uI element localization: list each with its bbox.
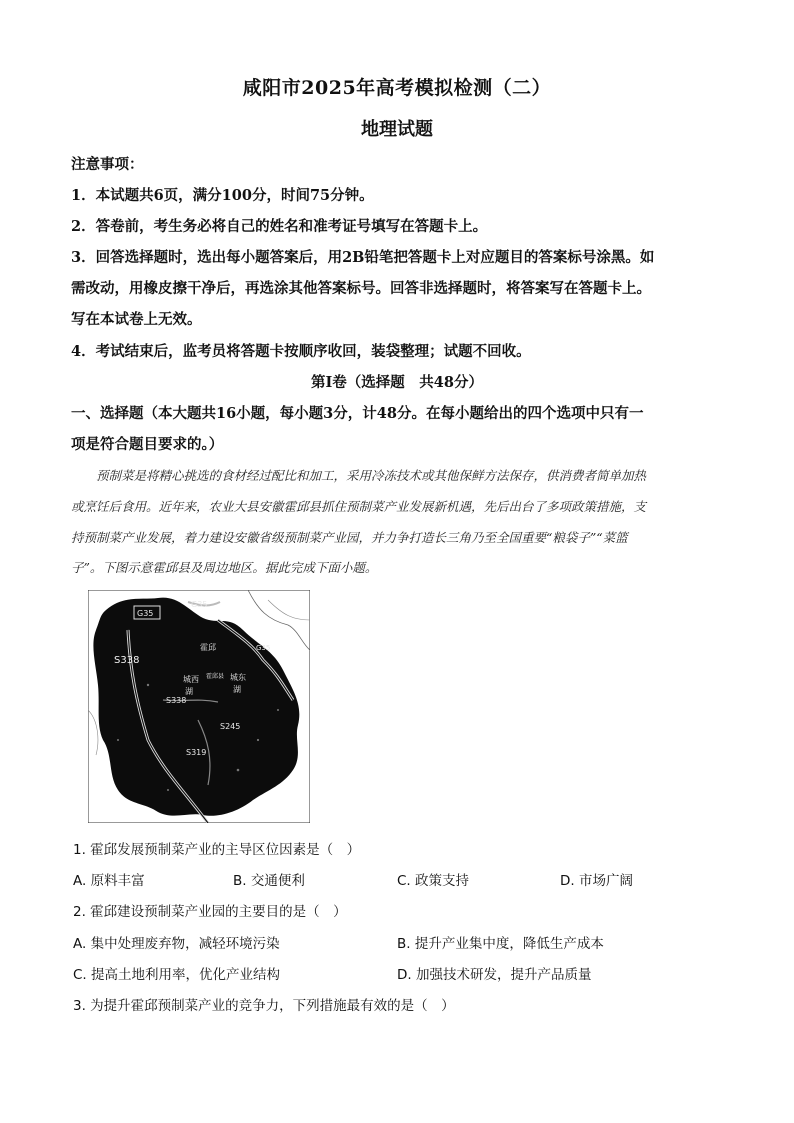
notice-item: 需改动，用橡皮擦干净后，再选涂其他答案标号。回答非选择题时，将答案写在答题卡上。 [71,280,651,297]
question-stem: 3. 为提升霍邱预制菜产业的竞争力，下列措施最有效的是（ ） [73,998,455,1014]
part-heading: 第Ⅰ卷（选择题 共48分） [311,374,483,391]
passage-line: 持预制菜产业发展，着力建设安徽省级预制菜产业园，并力争打造长三角乃至全国重要“粮袋子”“菜篮 [71,530,628,545]
map-label: 城东 [230,673,246,682]
notice-heading: 注意事项： [71,156,144,173]
option-c: C. 提高土地利用率，优化产业结构 [73,967,281,983]
map-label: 霍邱 [200,643,216,652]
map-label: S245 [220,722,241,731]
map-label: 湖 [185,687,193,696]
notice-item: 写在本试卷上无效。 [71,311,202,328]
page-subtitle: 地理试题 [361,119,433,140]
map-label: G35 [137,609,154,618]
section-instruction: 一、选择题（本大题共16小题，每小题3分，计48分。在每小题给出的四个选项中只有一 [71,405,644,422]
option-d: D. 加强技术研发，提升产品质量 [397,967,592,983]
option-a: A. 原料丰富 [73,873,145,889]
map-label: 城西 [183,675,199,684]
notice-item: 2．答卷前，考生务必将自己的姓名和准考证号填写在答题卡上。 [71,218,488,235]
notice-item: 3．回答选择题时，选出每小题答案后，用2B铅笔把答题卡上对应题目的答案标号涂黑。如 [71,249,655,266]
section-instruction: 项是符合题目要求的。） [71,436,224,453]
map-label: S338 [166,696,187,705]
map-label: 湖 [233,685,241,694]
option-b: B. 提升产业集中度，降低生产成本 [397,936,604,952]
map-label: G35 [191,600,208,609]
notice-item: 4．考试结束后，监考员将答题卡按顺序收回，装袋整理；试题不回收。 [71,343,531,360]
map-label: S338 [114,655,140,666]
option-c: C. 政策支持 [397,873,470,889]
passage-line: 或烹饪后食用。近年来，农业大县安徽霍邱县抓住预制菜产业发展新机遇，先后出台了多项政策措施，支 [71,499,647,514]
notice-item: 1．本试题共6页，满分100分，时间75分钟。 [71,187,374,204]
option-a: A. 集中处理废弃物，减轻环境污染 [73,936,280,952]
question-stem: 2. 霍邱建设预制菜产业园的主要目的是（ ） [73,904,347,920]
passage-line: 子”。下图示意霍邱县及周边地区。据此完成下面小题。 [71,560,378,575]
map-label: S319 [186,748,207,757]
region-map [88,590,310,823]
passage-line: 预制菜是将精心挑选的食材经过配比和加工，采用冷冻技术或其他保鲜方法保存，供消费者简单加热 [96,468,647,483]
map-label: G35 [256,644,271,652]
option-d: D. 市场广阔 [560,873,633,889]
option-b: B. 交通便利 [233,873,305,889]
map-label: 霍邱县 [206,673,225,680]
page-title: 咸阳市2025年高考模拟检测（二） [242,77,552,99]
question-stem: 1. 霍邱发展预制菜产业的主导区位因素是（ ） [73,842,361,858]
